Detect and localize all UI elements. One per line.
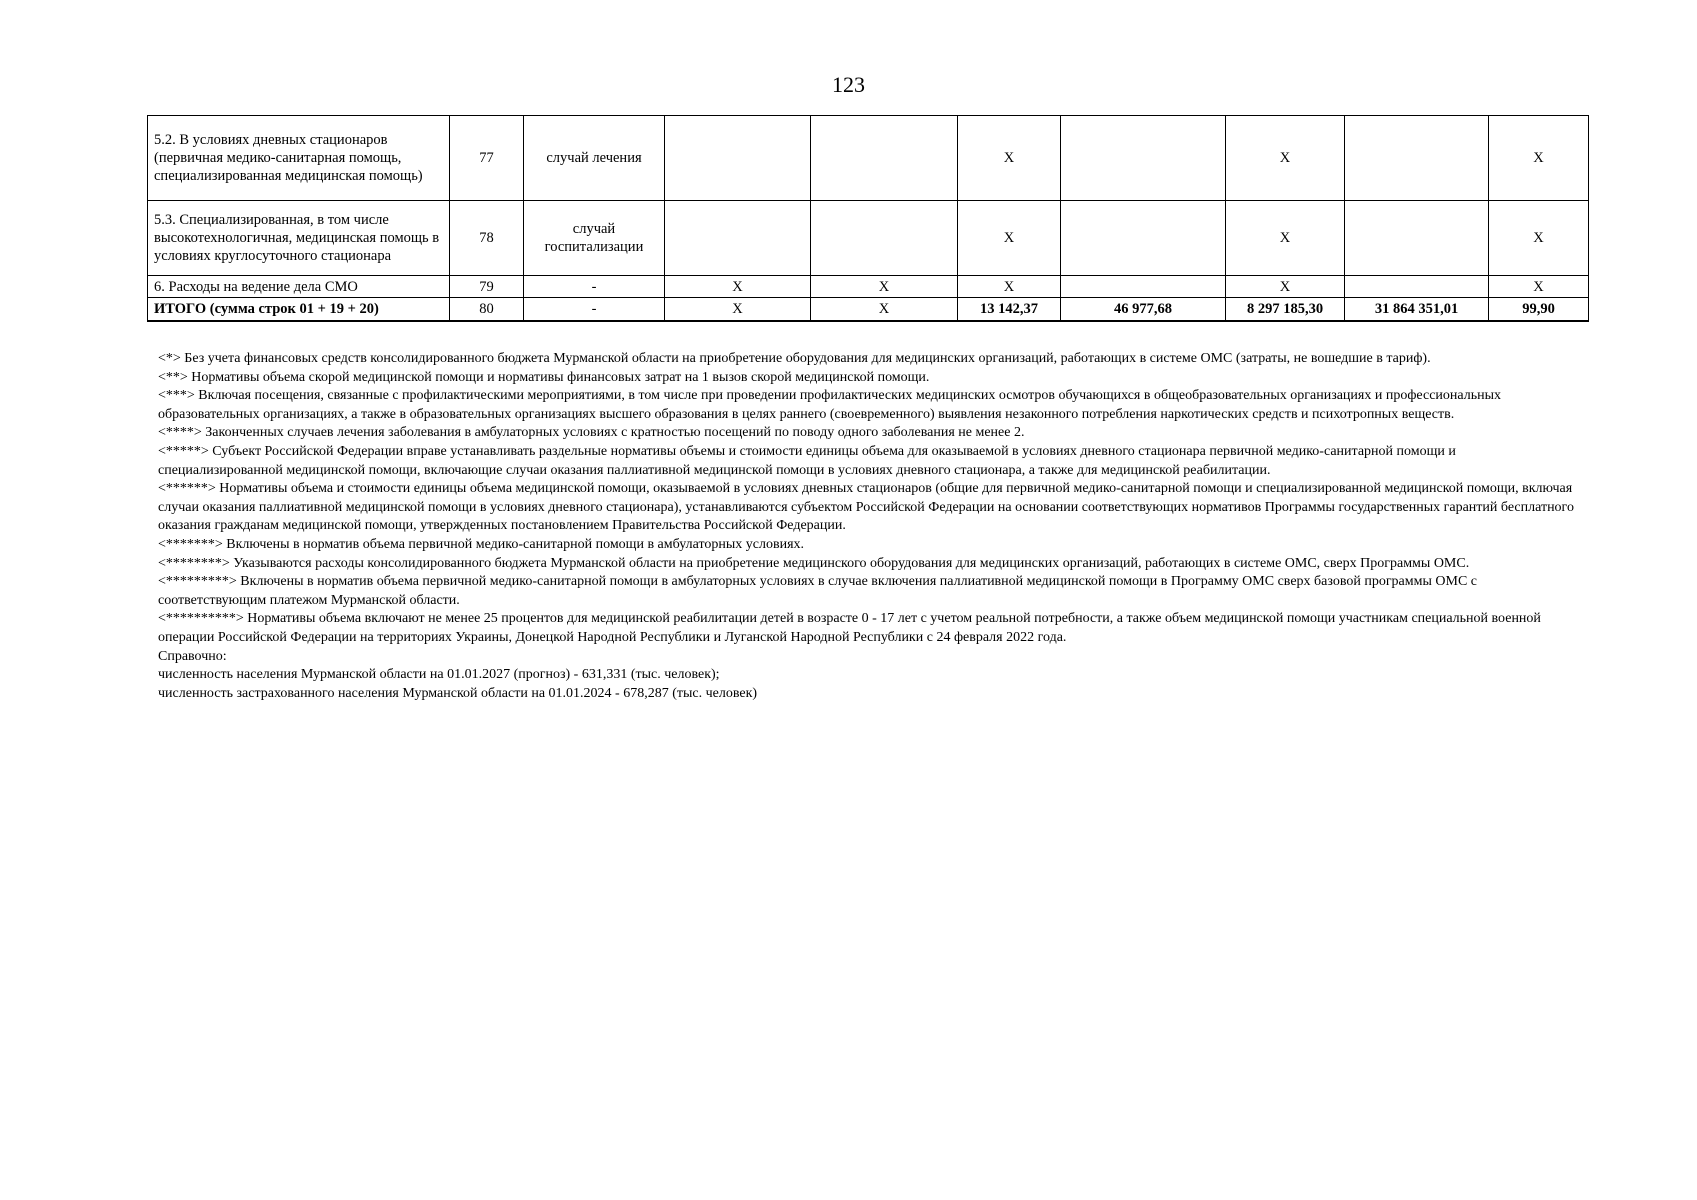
cell: X xyxy=(958,276,1061,298)
row-code: 80 xyxy=(450,298,524,322)
cell: X xyxy=(811,276,958,298)
row-code: 79 xyxy=(450,276,524,298)
cell: 13 142,37 xyxy=(958,298,1061,322)
cell: X xyxy=(665,276,811,298)
cell xyxy=(1345,116,1489,201)
cell: X xyxy=(1489,116,1589,201)
cell xyxy=(1061,201,1226,276)
cell xyxy=(665,201,811,276)
cell: 31 864 351,01 xyxy=(1345,298,1489,322)
cell xyxy=(1345,276,1489,298)
row-name: 6. Расходы на ведение дела СМО xyxy=(148,276,450,298)
row-name: 5.2. В условиях дневных стационаров (первичная медико-санитарная помощь, специализированная медицинская помощь) xyxy=(148,116,450,201)
cell xyxy=(1061,116,1226,201)
cell: X xyxy=(958,201,1061,276)
cell xyxy=(1061,276,1226,298)
financial-norms-table xyxy=(147,115,1589,322)
footnote: <*******> Включены в норматив объема первичной медико-санитарной помощи в амбулаторных условиях. xyxy=(158,536,805,552)
cell: 8 297 185,30 xyxy=(1226,298,1345,322)
footnotes xyxy=(158,350,1578,703)
cell: 99,90 xyxy=(1489,298,1589,322)
footnote: <***> Включая посещения, связанные с профилактическими мероприятиями, в том числе при проведении профилактических медицинских осмотров обучающихся в общеобразовательных организациях и профессиональных образовательных организациях, а также в образовательных организациях высшего образования в целях раннего (своевременного) выявления незаконного потребления наркотических средств и психотропных веществ. xyxy=(158,388,1501,422)
row-name: 5.3. Специализированная, в том числе высокотехнологичная, медицинская помощь в условиях круглосуточного стационара xyxy=(148,201,450,276)
cell: X xyxy=(1226,276,1345,298)
row-name: ИТОГО (сумма строк 01 + 19 + 20) xyxy=(148,298,450,322)
reference-line: численность застрахованного населения Мурманской области на 01.01.2024 - 678,287 (тыс. человек) xyxy=(158,685,758,701)
footnote: <******> Нормативы объема и стоимости единицы объема медицинской помощи, оказываемой в условиях дневных стационаров (общие для первичной медико-санитарной помощи и специализированной медицинской помощи, включая случаи оказания паллиативной медицинской помощи в условиях дневного стационара), устанавливаются субъектом Российской Федерации на основании соответствующих нормативов Программы государственных гарантий бесплатного оказания гражданам медицинской помощи, утвержденных постановлением Правительства Российской Федерации. xyxy=(158,481,1574,534)
cell: X xyxy=(665,298,811,322)
footnote: <****> Законченных случаев лечения заболевания в амбулаторных условиях с кратностью посещений по поводу одного заболевания не менее 2. xyxy=(158,425,1025,441)
cell: 46 977,68 xyxy=(1061,298,1226,322)
row-code: 77 xyxy=(450,116,524,201)
row-unit: случай госпитализации xyxy=(524,201,665,276)
footnote: <*> Без учета финансовых средств консолидированного бюджета Мурманской области на приобретение оборудования для медицинских организаций, работающих в системе ОМС (затраты, не вошедшие в тариф). xyxy=(158,351,1431,366)
footnote: <*********> Включены в норматив объема первичной медико-санитарной помощи в амбулаторных условиях в случае включения паллиативной медицинской помощи в Программу ОМС сверх базовой программы ОМС с соответствующим платежом Мурманской области. xyxy=(158,574,1478,608)
row-unit: - xyxy=(524,298,665,322)
reference-line: численность населения Мурманской области на 01.01.2027 (прогноз) - 631,331 (тыс. человек); xyxy=(158,667,720,683)
footnote: <*****> Субъект Российской Федерации вправе устанавливать раздельные нормативы объемы и стоимости единицы объема для оказываемой в условиях дневного стационара первичной медико-санитарной помощи и специализированной медицинской помощи, включающие случаи оказания паллиативной медицинской помощи в условиях дневного стационара, а также для медицинской реабилитации. xyxy=(158,443,1456,478)
row-unit: - xyxy=(524,276,665,298)
cell xyxy=(811,116,958,201)
footnote: <********> Указываются расходы консолидированного бюджета Мурманской области на приобретение медицинского оборудования для медицинских организаций, работающих в системе ОМС, сверх Программы ОМС. xyxy=(158,555,1470,571)
footnote: <**********> Нормативы объема включают не менее 25 процентов для медицинской реабилитации детей в возрасте 0 - 17 лет с учетом реальной потребности, а также объем медицинской помощи участникам специальной военной операции Российской Федерации на территориях Украины, Донецкой Народной Республики и Луганской Народной Республики с 24 февраля 2022 года. xyxy=(158,611,1541,645)
cell xyxy=(811,201,958,276)
cell: X xyxy=(1226,116,1345,201)
footnote: <**> Нормативы объема скорой медицинской помощи и нормативы финансовых затрат на 1 вызов скорой медицинской помощи. xyxy=(158,369,930,385)
table-row xyxy=(148,201,1589,276)
cell xyxy=(665,116,811,201)
cell: X xyxy=(1226,201,1345,276)
cell xyxy=(1345,201,1489,276)
row-code: 78 xyxy=(450,201,524,276)
table-row xyxy=(148,116,1589,201)
row-unit: случай лечения xyxy=(524,116,665,201)
table-row xyxy=(148,276,1589,298)
cell: X xyxy=(811,298,958,322)
cell: X xyxy=(1489,201,1589,276)
total-row xyxy=(148,298,1589,322)
reference-heading: Справочно: xyxy=(158,648,227,664)
cell: X xyxy=(958,116,1061,201)
page-number: 123 xyxy=(832,72,865,97)
cell: X xyxy=(1489,276,1589,298)
